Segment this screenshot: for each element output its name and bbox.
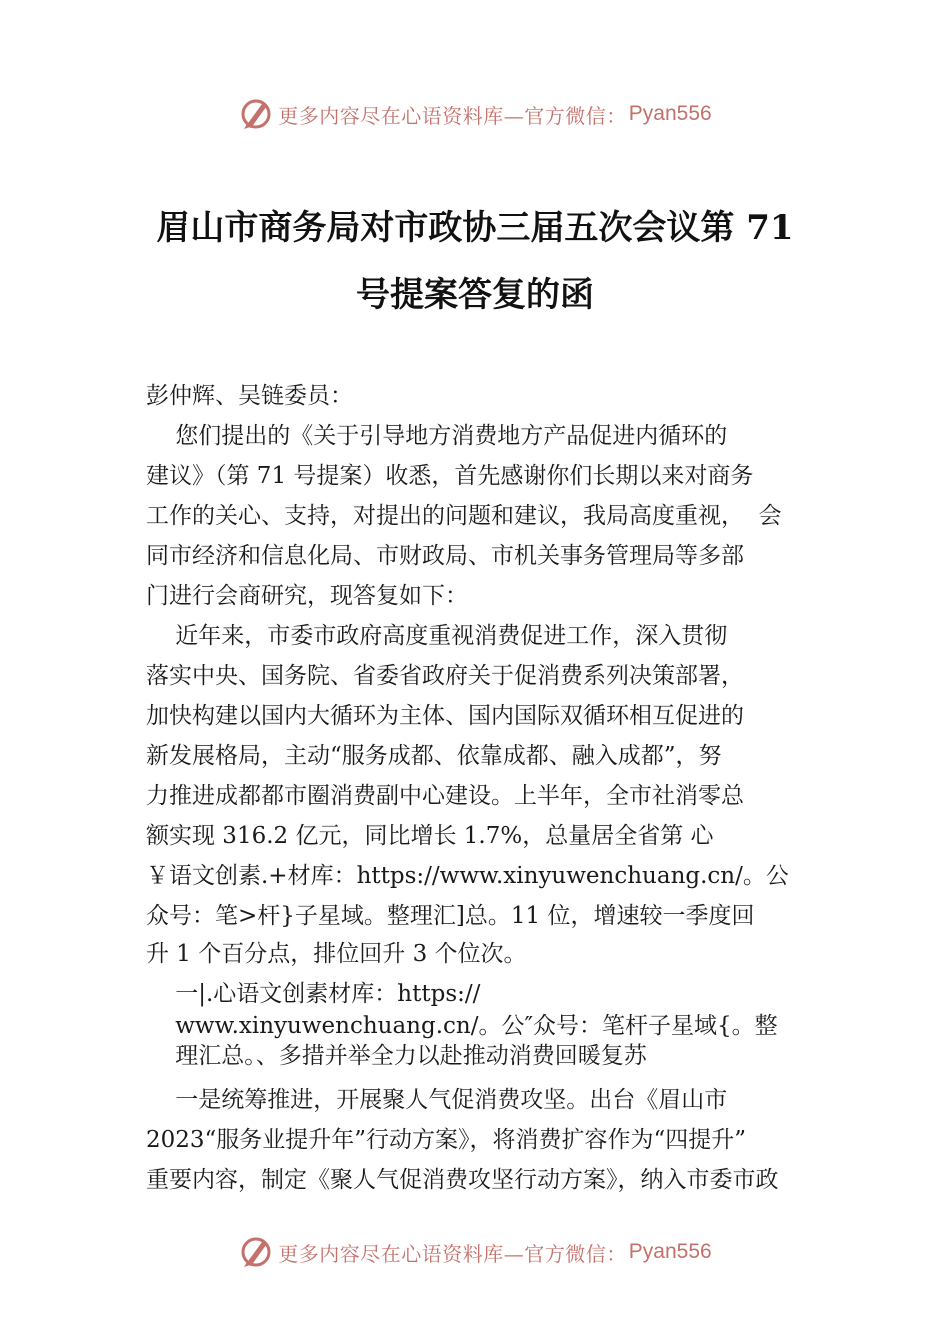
section-heading-line: www.xinyuwenchuang.cn/。公″众号：笔杆子星域{。整 [146,1013,778,1039]
body-line: 2023“服务业提升年”行动方案》，将消费扩容作为“四提升” [146,1127,747,1153]
watermark-id: Pyan556 [628,1240,712,1263]
body-line: 您们提出的《关于引导地方消费地方产品促进内循环的 [146,423,728,449]
body-line: 建议》（第 71 号提案）收悉，首先感谢你们长期以来对商务 [146,463,754,489]
watermark-text: 更多内容尽在心语资料库—官方微信： [278,103,627,128]
document-title-line-2: 号提案答复的函 [356,275,594,315]
pen-logo-icon [238,1234,274,1270]
section-heading-line: 理汇总。、多措并举全力以赴推动消费回暖复苏 [146,1043,647,1069]
body-line-embedded-watermark: 众号：笔>杆}子星域。整理汇]总。11 位，增速较一季度回 [146,903,755,929]
body-line: 新发展格局，主动“服务成都、依靠成都、融入成都”，努 [146,743,722,769]
section-heading-line: 一|.心语文创素材库：https:// [146,981,481,1007]
watermark-banner-top [0,94,950,134]
body-line: 一是统筹推进，开展聚人气促消费攻坚。出台《眉山市 [146,1087,728,1113]
body-line: 力推进成都都市圈消费副中心建设。上半年，全市社消零总 [146,783,744,809]
watermark-text: 更多内容尽在心语资料库—官方微信： [278,1241,627,1266]
body-line: 同市经济和信息化局、市财政局、市机关事务管理局等多部 [146,543,744,569]
watermark-id: Pyan556 [628,102,712,125]
document-title-line-1: 眉山市商务局对市政协三届五次会议第 71 [156,208,794,248]
body-line: 门进行会商研究，现答复如下： [146,583,468,609]
watermark-banner-bottom [0,1232,950,1272]
body-line: 重要内容，制定《聚人气促消费攻坚行动方案》，纳入市委市政 [146,1167,779,1193]
body-line: 额实现 316.2 亿元，同比增长 1.7%，总量居全省第 心 [146,823,714,849]
body-line-embedded-watermark: ￥语文创素.+材库：https://www.xinyuwenchuang.cn/。公 [146,863,789,889]
body-line: 落实中央、国务院、省委省政府关于促消费系列决策部署， [146,663,744,689]
body-line: 加快构建以国内大循环为主体、国内国际双循环相互促进的 [146,703,744,729]
salutation: 彭仲辉、吴链委员： [146,383,353,409]
body-line: 升 1 个百分点，排位回升 3 个位次。 [146,941,527,967]
body-line: 工作的关心、支持，对提出的问题和建议，我局高度重视， 会 [146,503,782,529]
body-line: 近年来，市委市政府高度重视消费促进工作，深入贯彻 [146,623,728,649]
pen-logo-icon [238,96,274,132]
